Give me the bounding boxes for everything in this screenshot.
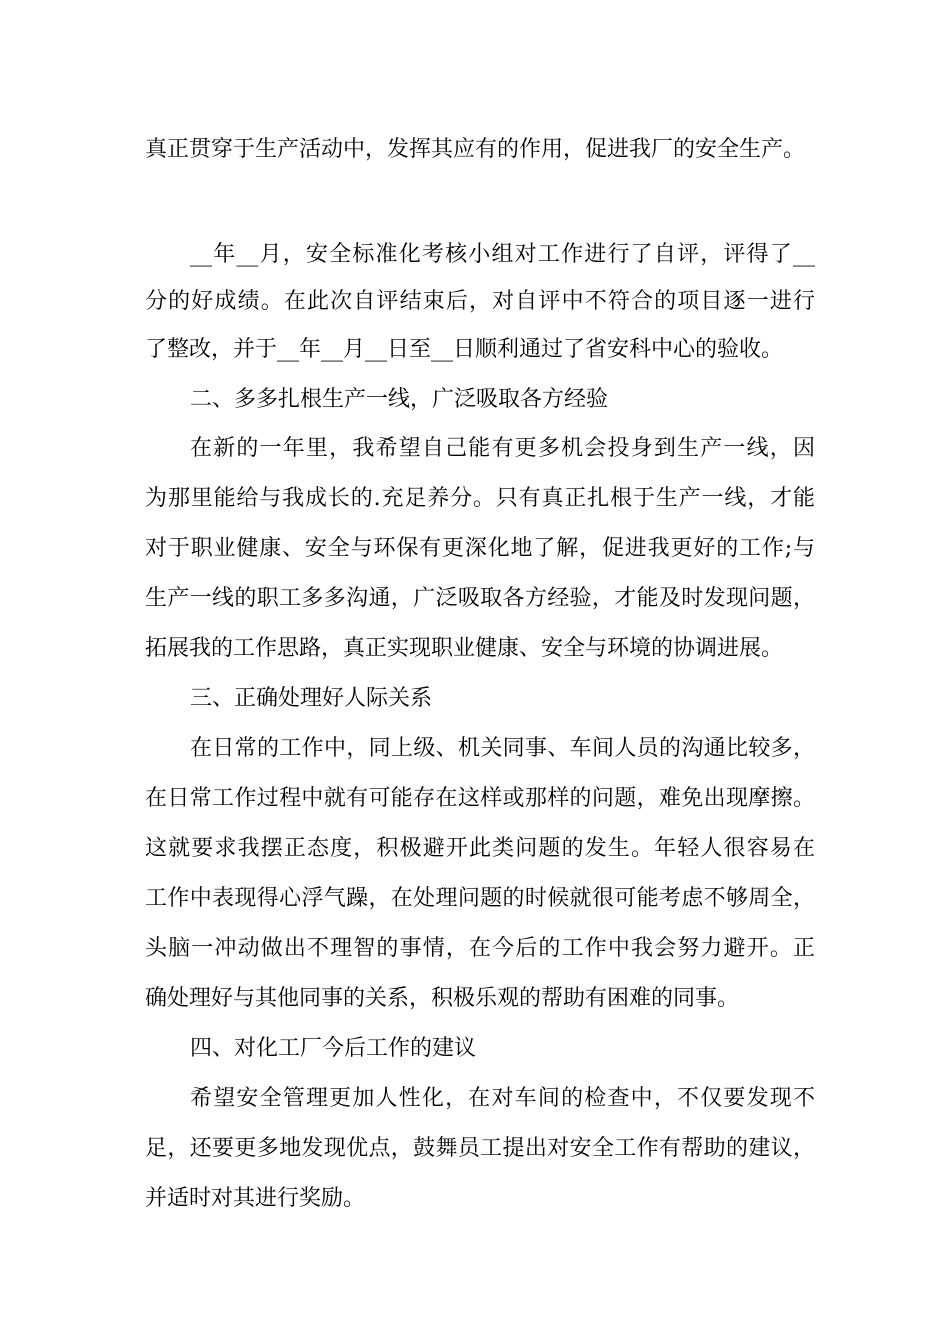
paragraph-line: 在新的一年里，我希望自己能有更多机会投身到生产一线，因 — [190, 436, 815, 461]
section-heading-3: 三、正确处理好人际关系 — [190, 686, 433, 711]
paragraph-line: 这就要求我摆正态度，积极避开此类问题的发生。年轻人很容易在 — [145, 836, 815, 861]
paragraph-line: 工作中表现得心浮气躁，在处理问题的时候就很可能考虑不够周全， — [145, 886, 815, 911]
section-heading-2: 二、多多扎根生产一线，广泛吸取各方经验 — [190, 387, 609, 412]
paragraph-line: 分的好成绩。在此次自评结束后，对自评中不符合的项目逐一进行 — [145, 289, 815, 314]
paragraph-line: 生产一线的职工多多沟通，广泛吸取各方经验，才能及时发现问题， — [145, 586, 815, 611]
section-heading-4: 四、对化工厂今后工作的建议 — [190, 1036, 477, 1061]
paragraph-line: 拓展我的工作思路，真正实现职业健康、安全与环境的协调进展。 — [145, 636, 784, 661]
paragraph-line: 对于职业健康、安全与环保有更深化地了解，促进我更好的工作;与 — [145, 536, 815, 561]
paragraph-line: 确处理好与其他同事的关系，积极乐观的帮助有困难的同事。 — [145, 986, 740, 1011]
paragraph-continuation-line: 真正贯穿于生产活动中，发挥其应有的作用，促进我厂的安全生产。 — [145, 137, 806, 162]
paragraph-line: 并适时对其进行奖励。 — [145, 1186, 366, 1211]
paragraph-line: 了整改，并于__年__月__日至__日顺利通过了省安科中心的验收。 — [145, 337, 784, 362]
paragraph-line: 希望安全管理更加人性化，在对车间的检查中，不仅要发现不 — [190, 1086, 815, 1111]
paragraph-line: 在日常工作过程中就有可能存在这样或那样的问题，难免出现摩擦。 — [145, 786, 815, 811]
paragraph-line: 为那里能给与我成长的.充足养分。只有真正扎根于生产一线，才能 — [145, 486, 815, 511]
paragraph-line: __年__月，安全标准化考核小组对工作进行了自评，评得了__ — [190, 242, 815, 267]
paragraph-line: 在日常的工作中，同上级、机关同事、车间人员的沟通比较多， — [190, 736, 815, 761]
paragraph-line: 头脑一冲动做出不理智的事情，在今后的工作中我会努力避开。正 — [145, 936, 815, 961]
paragraph-line: 足，还要更多地发现优点，鼓舞员工提出对安全工作有帮助的建议， — [145, 1136, 815, 1161]
